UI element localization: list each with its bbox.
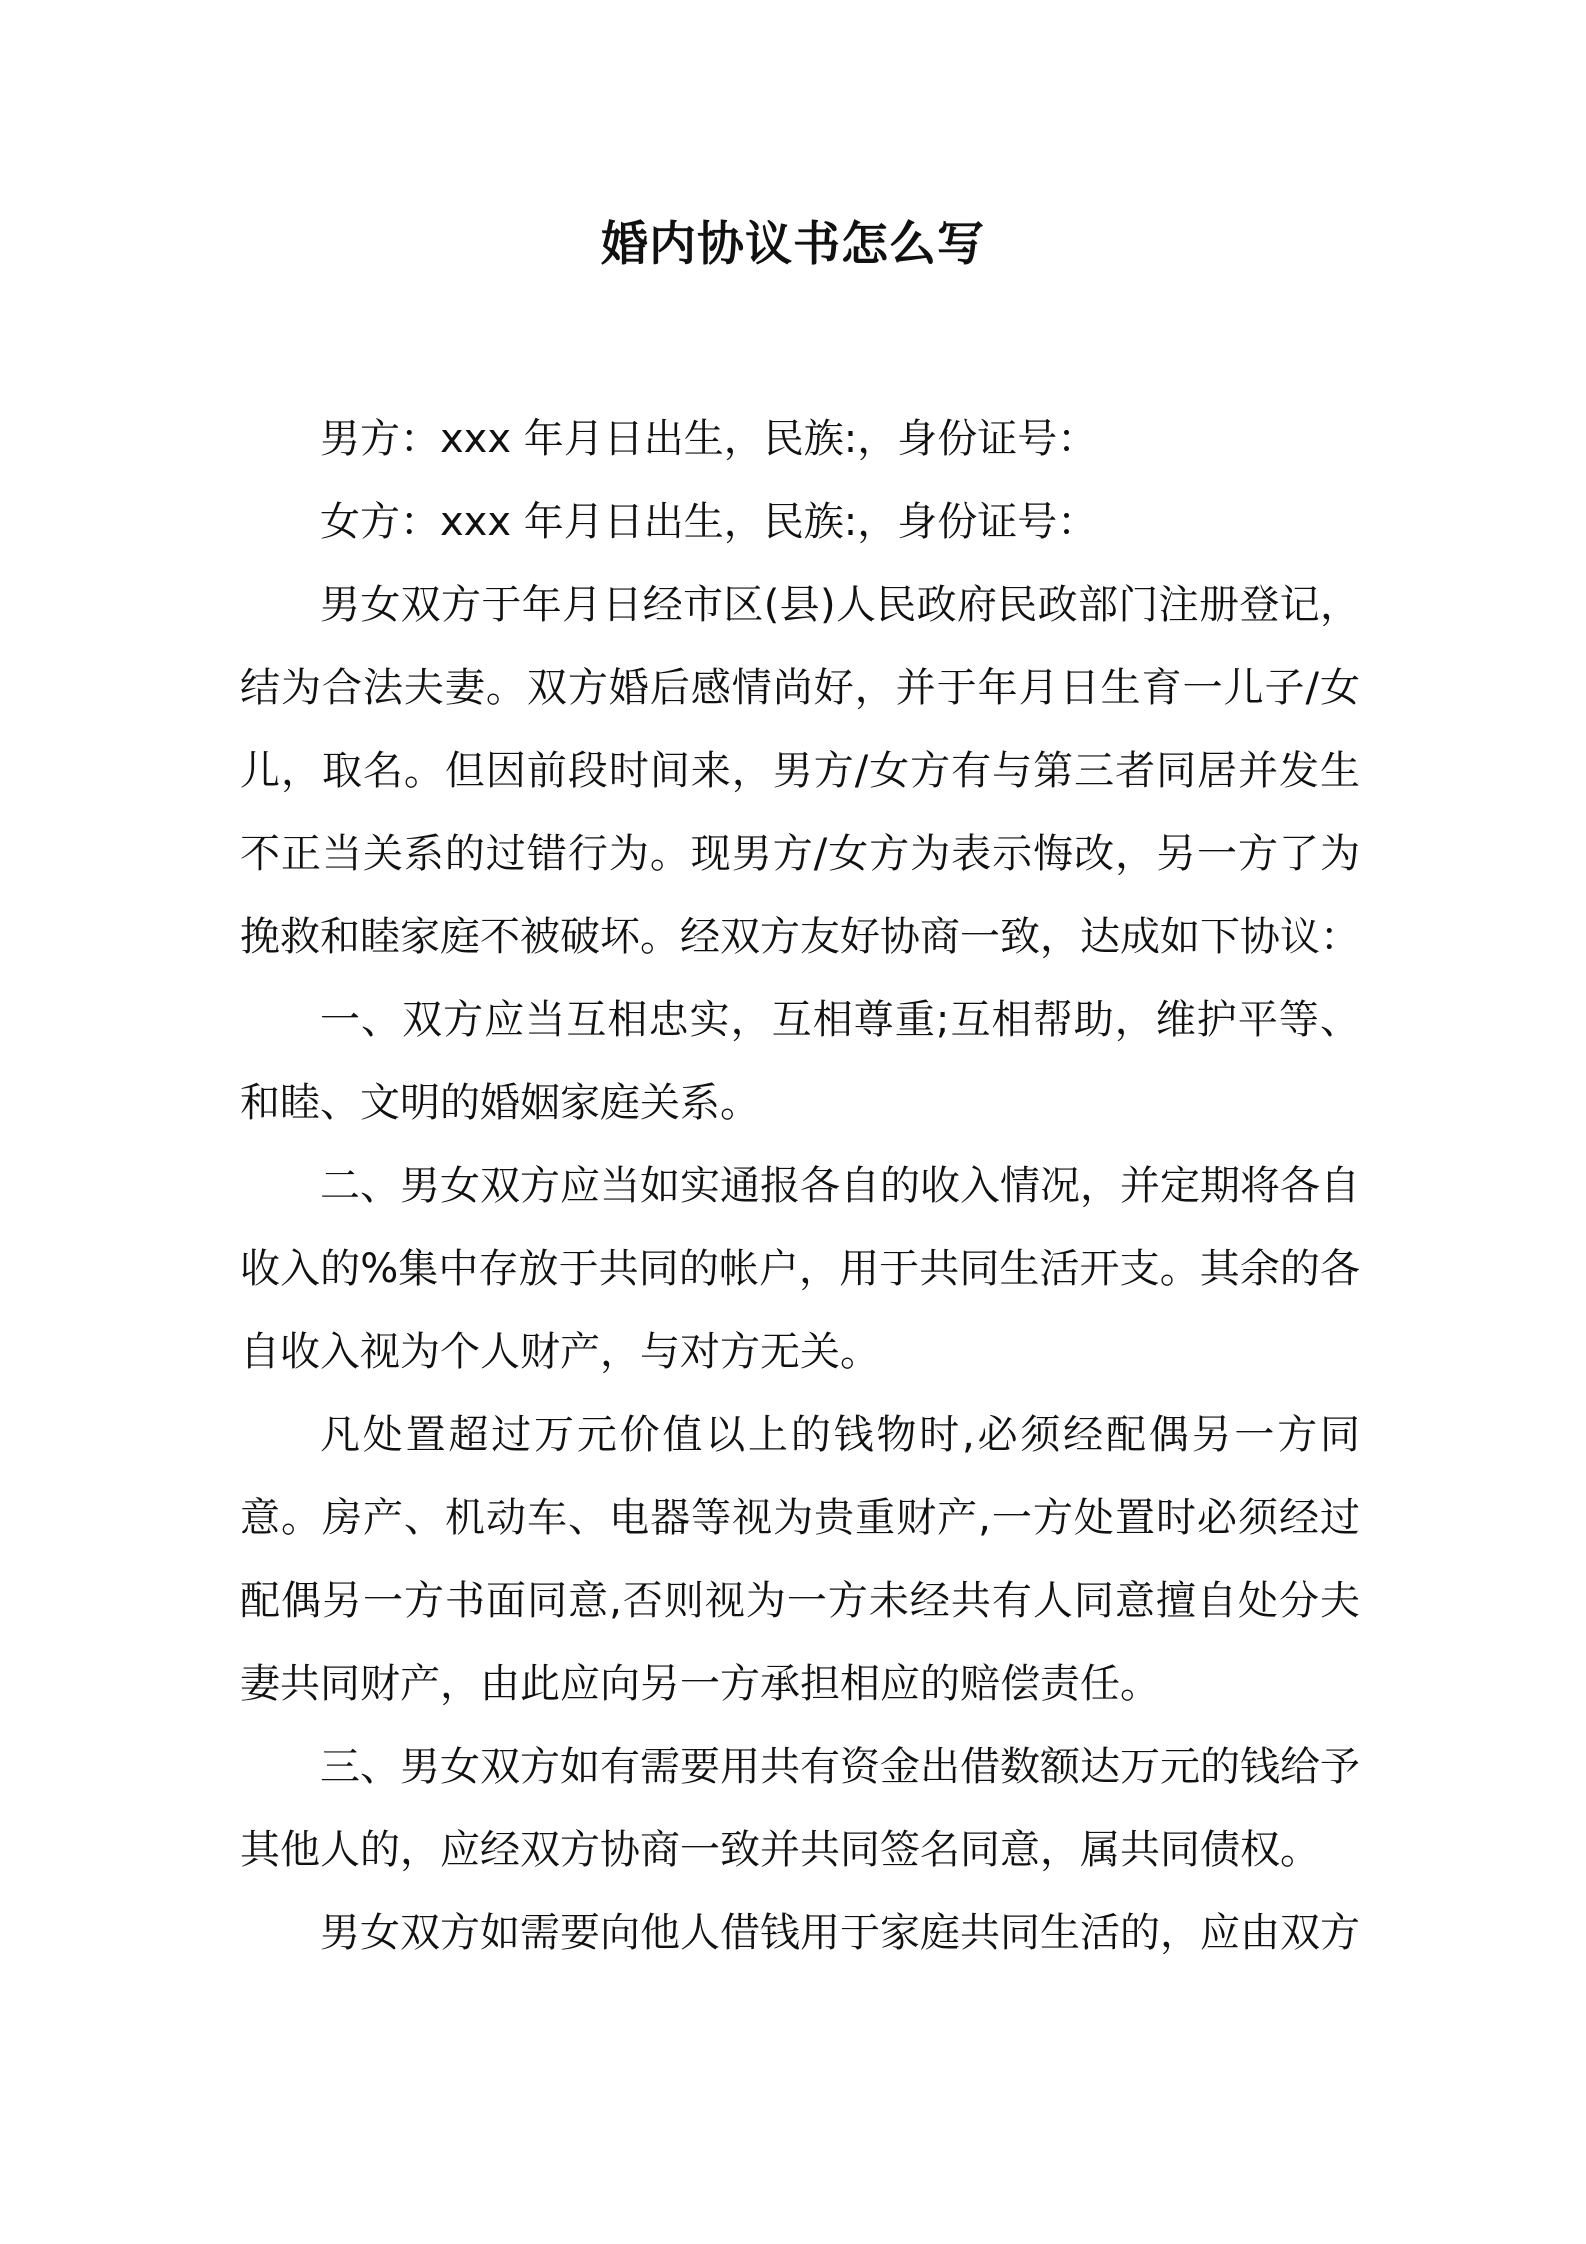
paragraph-clause-3-borrowing: 男女双方如需要向他人借钱用于家庭共同生活的，应由双方 bbox=[320, 1910, 1360, 1956]
paragraph-clause-3: 三、男女双方如有需要用共有资金出借数额达万元的钱给予其他人的，应经双方协商一致并共同签名同意，属共同债权。 bbox=[240, 1744, 1360, 1873]
paragraph-preamble: 男女双方于年月日经市区(县)人民政府民政部门注册登记，结为合法夫妻。双方婚后感情尚好，并于年月日生育一儿子/女儿，取名。但因前段时间来，男方/女方有与第三者同居并发生不正当关系的过错行为。现男方/女方为表示悔改，另一方了为挽救和睦家庭不被破坏。经双方友好协商一致，达成如下协议： bbox=[240, 582, 1360, 960]
document-title: 婚内协议书怎么写 bbox=[601, 217, 985, 272]
paragraph-clause-2: 二、男女双方应当如实通报各自的收入情况，并定期将各自收入的%集中存放于共同的帐户，用于共同生活开支。其余的各自收入视为个人财产，与对方无关。 bbox=[240, 1163, 1360, 1375]
paragraph-clause-1: 一、双方应当互相忠实，互相尊重;互相帮助，维护平等、和睦、文明的婚姻家庭关系。 bbox=[240, 997, 1360, 1126]
paragraph-clause-2-property: 凡处置超过万元价值以上的钱物时,必须经配偶另一方同意。房产、机动车、电器等视为贵重财产,一方处置时必须经过配偶另一方书面同意,否则视为一方未经共有人同意擅自处分夫妻共同财产，由此应向另一方承担相应的赔偿责任。 bbox=[240, 1412, 1360, 1707]
paragraph-female-party: 女方：xxx 年月日出生，民族:，身份证号： bbox=[320, 499, 1098, 545]
paragraph-male-party: 男方：xxx 年月日出生，民族:，身份证号： bbox=[320, 416, 1098, 462]
document-body bbox=[240, 398, 1360, 1975]
